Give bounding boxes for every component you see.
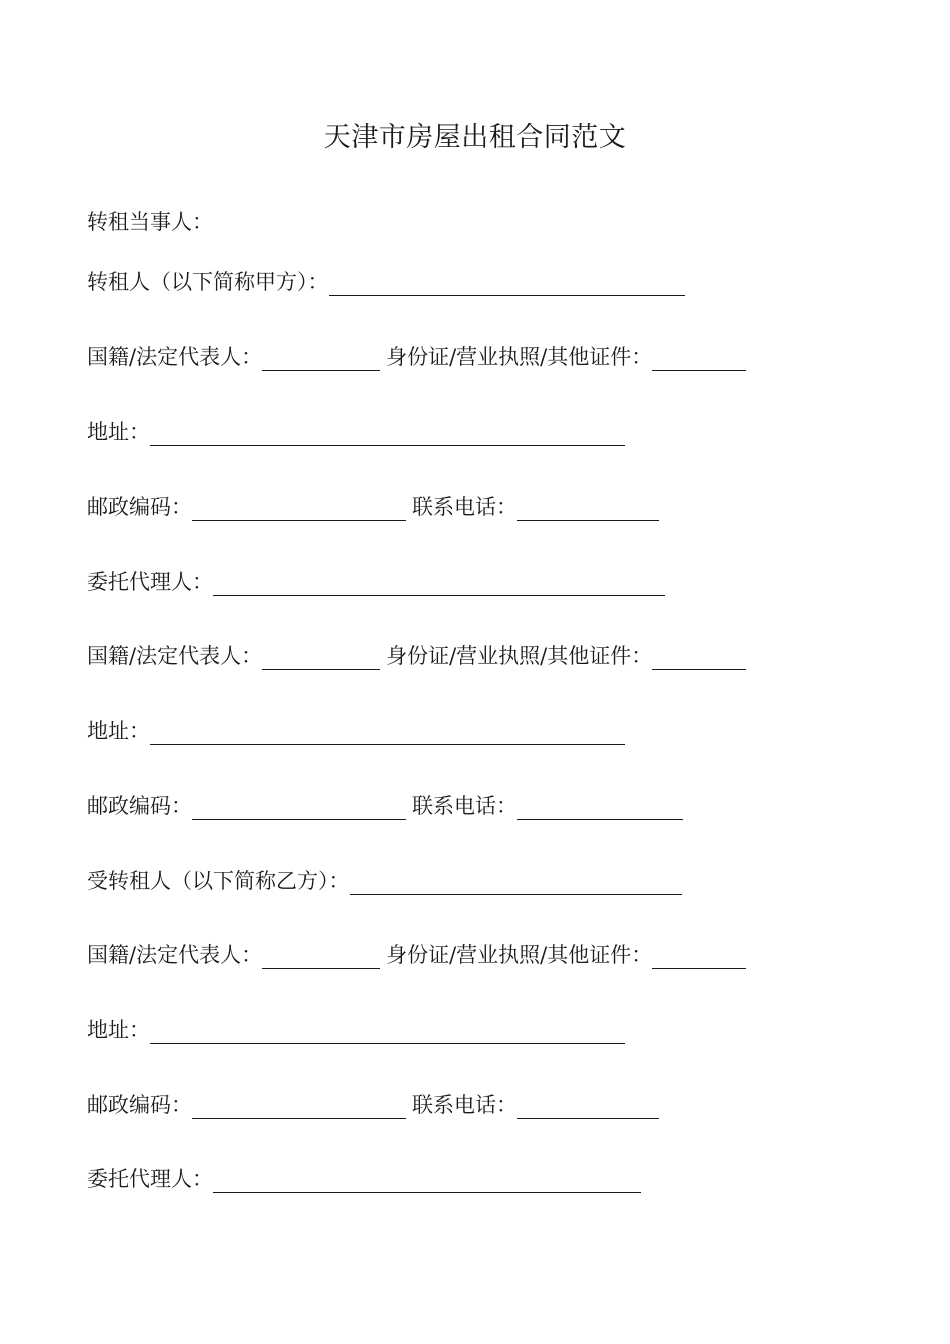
line-lessee-party-b [87,865,682,897]
agent-blank[interactable] [213,1166,641,1193]
field-label: 委托代理人： [87,1167,213,1191]
line-lessor-party-a [87,266,685,298]
line-address [87,1014,625,1046]
phone-blank[interactable] [517,494,659,521]
agent-blank[interactable] [213,569,665,596]
address-blank[interactable] [150,718,625,745]
field-label: 国籍/法定代表人： [87,345,263,369]
field-label: 地址： [87,719,150,743]
field-label: 身份证/营业执照/其他证件： [386,345,653,369]
lessor-name-blank[interactable] [329,269,685,296]
id-document-blank[interactable] [652,942,746,969]
field-label: 转租当事人： [87,210,213,234]
nationality-blank[interactable] [262,344,380,371]
line-nationality-id [87,341,746,373]
postcode-blank[interactable] [192,1092,406,1119]
line-address [87,416,625,448]
field-label: 国籍/法定代表人： [87,644,263,668]
line-nationality-id [87,939,746,971]
line-postcode-phone [87,1089,659,1121]
postcode-blank[interactable] [192,494,406,521]
field-label: 邮政编码： [87,1093,192,1117]
field-label: 受转租人（以下简称乙方）： [87,869,350,893]
nationality-blank[interactable] [262,942,380,969]
postcode-blank[interactable] [192,793,406,820]
line-agent [87,566,665,598]
field-label: 身份证/营业执照/其他证件： [386,943,653,967]
line-nationality-id [87,640,746,672]
field-label: 联系电话： [412,495,517,519]
lessee-name-blank[interactable] [350,868,682,895]
field-label: 地址： [87,1018,150,1042]
line-sublease-parties [87,206,213,238]
document-title: 天津市房屋出租合同范文 [323,122,627,153]
phone-blank[interactable] [517,1092,659,1119]
id-document-blank[interactable] [652,643,746,670]
nationality-blank[interactable] [262,643,380,670]
line-agent [87,1163,641,1195]
field-label: 联系电话： [412,794,517,818]
field-label: 邮政编码： [87,495,192,519]
address-blank[interactable] [150,419,625,446]
field-label: 转租人（以下简称甲方）： [87,270,329,294]
field-label: 身份证/营业执照/其他证件： [386,644,653,668]
field-label: 邮政编码： [87,794,192,818]
id-document-blank[interactable] [652,344,746,371]
field-label: 委托代理人： [87,570,213,594]
line-postcode-phone [87,491,659,523]
field-label: 地址： [87,420,150,444]
field-label: 联系电话： [412,1093,517,1117]
field-label: 国籍/法定代表人： [87,943,263,967]
phone-blank[interactable] [517,793,683,820]
address-blank[interactable] [150,1017,625,1044]
line-address [87,715,625,747]
line-postcode-phone [87,790,683,822]
